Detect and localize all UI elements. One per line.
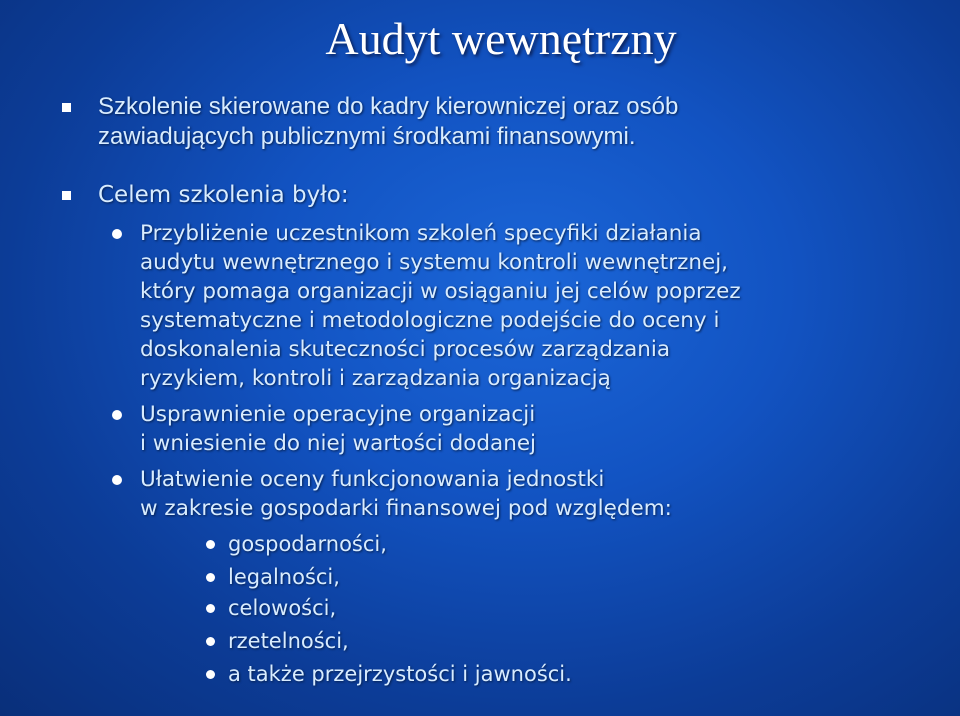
criterion-text: celowości, [228,596,337,620]
goal-line: ryzykiem, kontroli i zarządzania organizacją [140,366,611,391]
point-line: Celem szkolenia było: [98,182,349,208]
point-text [98,180,918,210]
round-bullet-icon [206,573,215,582]
goal-line: Ułatwienie oceny funkcjonowania jednostki [140,467,605,492]
goal-text [140,465,920,523]
round-bullet-icon [206,670,215,679]
round-bullet-icon [112,475,122,485]
goal-line: doskonalenia skuteczności procesów zarządzania [140,337,671,362]
point-line: zawiadujących publicznymi środkami finansowymi. [98,123,636,150]
round-bullet-icon [112,410,122,420]
goal-line: audytu wewnętrznego i systemu kontroli wewnętrznej, [140,250,729,275]
criterion-text: gospodarności, [228,532,387,556]
square-bullet-icon [62,103,71,112]
goal-text [140,400,920,458]
goal-line: systematyczne i metodologiczne podejście do oceny i [140,308,720,333]
goal-line: Przybliżenie uczestnikom szkoleń specyfiki działania [140,221,702,246]
square-bullet-icon [62,191,71,200]
goal-line: Usprawnienie operacyjne organizacji [140,402,536,427]
criterion-text: legalności, [228,565,340,589]
goal-line: w zakresie gospodarki finansowej pod względem: [140,496,672,521]
round-bullet-icon [112,229,122,239]
goal-line: który pomaga organizacji w osiąganiu jej celów poprzez [140,279,741,304]
slide-title: Audyt wewnętrzny [325,13,677,64]
goal-text [140,219,920,393]
goal-line: i wniesienie do niej wartości dodanej [140,431,537,456]
criterion-text: a także przejrzystości i jawności. [228,662,572,686]
round-bullet-icon [206,637,215,646]
point-text [98,92,918,152]
point-line: Szkolenie skierowane do kadry kierowniczej oraz osób [98,93,679,120]
round-bullet-icon [206,540,215,549]
round-bullet-icon [206,604,215,613]
criterion-text: rzetelności, [228,629,349,653]
